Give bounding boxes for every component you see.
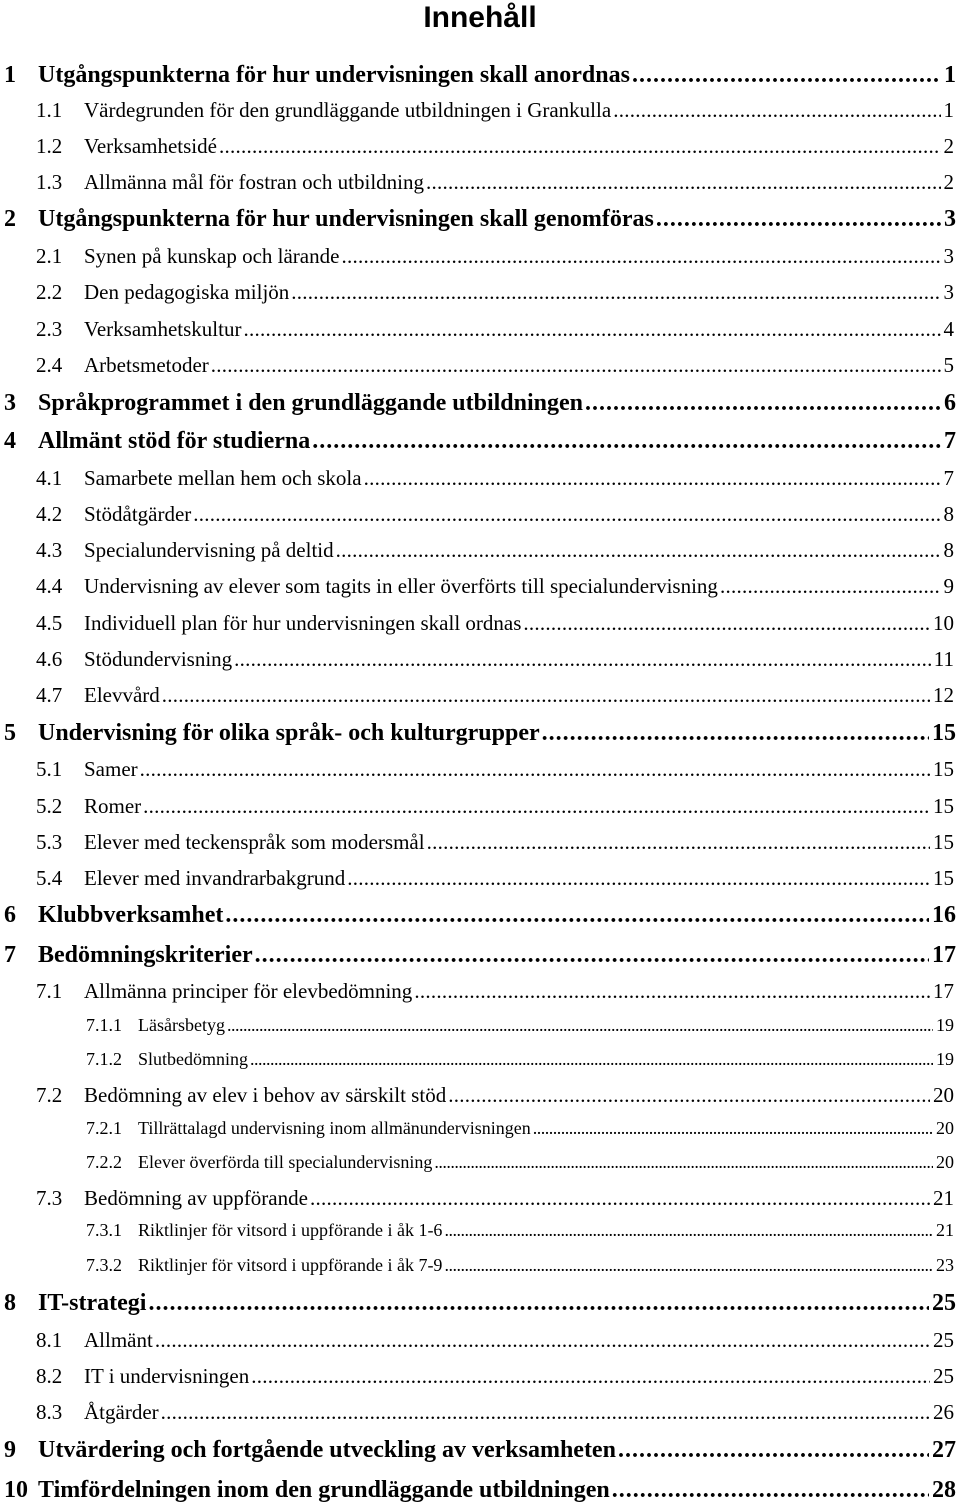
toc-entry-title: Individuell plan för hur undervisningen skall ordnas: [84, 611, 522, 635]
toc-entry-level-1[interactable]: [0, 62, 960, 94]
toc-entry-number: 5.3: [36, 830, 63, 854]
toc-entry-level-1[interactable]: [0, 720, 960, 752]
toc-entry-number: 7.2: [36, 1083, 63, 1107]
toc-entry-title: Elever överförda till specialundervisning: [138, 1152, 433, 1172]
toc-entry-page-number: 16: [932, 902, 956, 928]
toc-entry-page-number: 2: [943, 170, 954, 194]
toc-entry-title: Verksamhetskultur: [84, 317, 242, 341]
toc-entry-number: 7.2.1: [86, 1118, 122, 1138]
toc-entry-number: 4.2: [36, 502, 63, 526]
toc-dot-leader: [211, 353, 941, 378]
toc-entry-number: 1.2: [36, 134, 63, 158]
toc-entry-page-number: 3: [944, 206, 956, 232]
toc-entry-number: 7: [4, 942, 16, 968]
toc-entry-number: 7.1.2: [86, 1049, 122, 1069]
toc-entry-title: Riktlinjer för vitsord i uppförande i åk 7-9: [138, 1255, 443, 1275]
toc-entry-level-2[interactable]: [0, 866, 960, 896]
toc-entry-number: 6: [4, 902, 16, 928]
toc-entry-page-number: 17: [932, 942, 956, 968]
toc-entry-level-3[interactable]: [0, 1118, 960, 1146]
toc-entry-title: Undervisning av elever som tagits in eller överförts till specialundervisning: [84, 574, 718, 598]
toc-entry-page-number: 7: [944, 428, 956, 454]
toc-entry-page-number: 20: [936, 1152, 954, 1172]
toc-entry-page-number: 3: [943, 244, 954, 268]
toc-entry-title: Bedömning av elev i behov av särskilt stöd: [84, 1083, 447, 1107]
toc-dot-leader: [612, 1477, 929, 1504]
toc-dot-leader: [444, 1255, 933, 1276]
toc-entry-title: Allmänt stöd för studierna: [38, 428, 311, 454]
toc-entry-level-2[interactable]: [0, 353, 960, 383]
toc-entry-page-number: 23: [936, 1255, 954, 1275]
toc-entry-title: Åtgärder: [84, 1400, 159, 1424]
toc-dot-leader: [364, 466, 941, 491]
toc-dot-leader: [656, 206, 941, 233]
toc-entry-level-1[interactable]: [0, 390, 960, 422]
toc-entry-level-3[interactable]: [0, 1049, 960, 1077]
toc-entry-title: Allmänna principer för elevbedömning: [84, 979, 413, 1003]
toc-dot-leader: [434, 1152, 933, 1173]
toc-entry-page-number: 12: [933, 683, 954, 707]
toc-dot-leader: [426, 170, 940, 195]
toc-dot-leader: [336, 538, 941, 563]
toc-entry-title: IT-strategi: [38, 1290, 147, 1316]
toc-dot-leader: [225, 902, 929, 929]
toc-entry-page-number: 1: [943, 98, 954, 122]
toc-entry-title: Romer: [84, 794, 142, 818]
toc-entry-page-number: 1: [944, 62, 956, 88]
toc-entry-page-number: 3: [943, 280, 954, 304]
toc-entry-title: Utgångspunkterna för hur undervisningen skall genomföras: [38, 206, 654, 232]
toc-entry-level-1[interactable]: [0, 902, 960, 934]
toc-entry-level-2[interactable]: [0, 466, 960, 496]
toc-entry-title: Bedömning av uppförande: [84, 1186, 308, 1210]
toc-entry-page-number: 2: [943, 134, 954, 158]
toc-entry-page-number: 21: [936, 1220, 954, 1240]
toc-dot-leader: [613, 98, 940, 123]
toc-entry-number: 2.4: [36, 353, 63, 377]
toc-entry-page-number: 26: [933, 1400, 954, 1424]
toc-entry-page-number: 4: [943, 317, 954, 341]
toc-entry-level-2[interactable]: [0, 830, 960, 860]
toc-entry-level-2[interactable]: [0, 683, 960, 713]
toc-dot-leader: [234, 647, 931, 672]
toc-dot-leader: [448, 1083, 930, 1108]
toc-entry-number: 8: [4, 1290, 16, 1316]
toc-entry-title: Riktlinjer för vitsord i uppförande i åk 1-6: [138, 1220, 443, 1240]
toc-dot-leader: [310, 1186, 930, 1211]
toc-entry-title: Synen på kunskap och lärande: [84, 244, 340, 268]
toc-entry-title: Elever med teckenspråk som modersmål: [84, 830, 425, 854]
toc-entry-number: 7.3.1: [86, 1220, 122, 1240]
toc-entry-level-2[interactable]: [0, 170, 960, 200]
toc-dot-leader: [618, 1437, 929, 1464]
toc-entry-level-2[interactable]: [0, 1364, 960, 1394]
toc-dot-leader: [255, 942, 929, 969]
toc-entry-level-2[interactable]: [0, 317, 960, 347]
toc-entry-page-number: 25: [932, 1290, 956, 1316]
toc-dot-leader: [341, 244, 940, 269]
toc-entry-number: 2.3: [36, 317, 63, 341]
toc-entry-title: Allmänt: [84, 1328, 153, 1352]
toc-entry-level-2[interactable]: [0, 1186, 960, 1216]
toc-entry-title: Timfördelningen inom den grundläggande utbildningen: [38, 1477, 610, 1503]
toc-entry-title: Språkprogrammet i den grundläggande utbildningen: [38, 390, 584, 416]
toc-dot-leader: [632, 62, 941, 89]
toc-entry-number: 3: [4, 390, 16, 416]
page-title: Innehåll: [423, 1, 537, 34]
toc-entry-title: Bedömningskriterier: [38, 942, 253, 968]
toc-entry-number: 4.4: [36, 574, 63, 598]
toc-entry-number: 2: [4, 206, 16, 232]
toc-dot-leader: [291, 280, 940, 305]
toc-dot-leader: [251, 1364, 930, 1389]
toc-entry-number: 4.7: [36, 683, 63, 707]
toc-entry-page-number: 25: [933, 1364, 954, 1388]
toc-entry-title: Värdegrunden för den grundläggande utbildningen i Grankulla: [84, 98, 612, 122]
toc-entry-title: Elever med invandrarbakgrund: [84, 866, 346, 890]
toc-dot-leader: [444, 1220, 933, 1241]
toc-entry-level-2[interactable]: [0, 502, 960, 532]
toc-dot-leader: [347, 866, 930, 891]
toc-entry-level-1[interactable]: [0, 1477, 960, 1509]
toc-entry-number: 5.4: [36, 866, 63, 890]
toc-entry-page-number: 17: [933, 979, 954, 1003]
toc-dot-leader: [243, 317, 940, 342]
toc-entry-title: Allmänna mål för fostran och utbildning: [84, 170, 425, 194]
toc-entry-level-1[interactable]: [0, 1437, 960, 1469]
toc-dot-leader: [414, 979, 930, 1004]
toc-entry-page-number: 15: [932, 720, 956, 746]
toc-entry-level-2[interactable]: [0, 244, 960, 274]
toc-dot-leader: [250, 1049, 933, 1070]
toc-entry-level-2[interactable]: [0, 280, 960, 310]
toc-entry-number: 4: [4, 428, 16, 454]
toc-dot-leader: [533, 1118, 933, 1139]
toc-entry-title: Den pedagogiska miljön: [84, 280, 290, 304]
toc-dot-leader: [542, 720, 929, 747]
toc-entry-level-2[interactable]: [0, 979, 960, 1009]
toc-entry-level-2[interactable]: [0, 134, 960, 164]
toc-dot-leader: [585, 390, 941, 417]
toc-dot-leader: [219, 134, 941, 159]
toc-dot-leader: [143, 794, 930, 819]
toc-entry-number: 1: [4, 62, 16, 88]
toc-dot-leader: [427, 830, 930, 855]
toc-entry-level-3[interactable]: [0, 1220, 960, 1248]
toc-entry-number: 4.6: [36, 647, 63, 671]
toc-entry-page-number: 20: [936, 1118, 954, 1138]
toc-dot-leader: [312, 428, 941, 455]
toc-entry-number: 8.3: [36, 1400, 63, 1424]
toc-entry-level-3[interactable]: [0, 1255, 960, 1283]
toc-entry-page-number: 15: [933, 757, 954, 781]
toc-entry-title: IT i undervisningen: [84, 1364, 250, 1388]
toc-dot-leader: [227, 1015, 933, 1036]
toc-entry-title: Undervisning för olika språk- och kulturgrupper: [38, 720, 540, 746]
toc-entry-number: 1.1: [36, 98, 63, 122]
toc-entry-level-1[interactable]: [0, 428, 960, 460]
toc-entry-number: 9: [4, 1437, 16, 1463]
toc-entry-number: 4.1: [36, 466, 63, 490]
toc-entry-title: Elevvård: [84, 683, 160, 707]
toc-entry-level-2[interactable]: [0, 1400, 960, 1430]
toc-entry-page-number: 19: [936, 1015, 954, 1035]
toc-entry-title: Klubbverksamhet: [38, 902, 224, 928]
toc-entry-level-1[interactable]: [0, 206, 960, 238]
toc-entry-number: 5.2: [36, 794, 63, 818]
toc-entry-page-number: 19: [936, 1049, 954, 1069]
toc-entry-level-2[interactable]: [0, 757, 960, 787]
toc-entry-title: Specialundervisning på deltid: [84, 538, 334, 562]
toc-entry-page-number: 6: [944, 390, 956, 416]
toc-entry-page-number: 27: [932, 1437, 956, 1463]
toc-dot-leader: [193, 502, 940, 527]
toc-entry-number: 4.5: [36, 611, 63, 635]
toc-entry-title: Stödåtgärder: [84, 502, 192, 526]
toc-entry-level-1[interactable]: [0, 942, 960, 974]
toc-entry-title: Stödundervisning: [84, 647, 233, 671]
toc-entry-page-number: 28: [932, 1477, 956, 1503]
toc-entry-title: Slutbedömning: [138, 1049, 249, 1069]
toc-entry-number: 2.1: [36, 244, 63, 268]
toc-dot-leader: [523, 611, 930, 636]
toc-entry-page-number: 15: [933, 866, 954, 890]
toc-entry-title: Samer: [84, 757, 138, 781]
toc-entry-title: Utgångspunkterna för hur undervisningen skall anordnas: [38, 62, 630, 88]
toc-entry-level-3[interactable]: [0, 1152, 960, 1180]
toc-entry-number: 1.3: [36, 170, 63, 194]
toc-entry-page-number: 15: [933, 830, 954, 854]
toc-entry-page-number: 20: [933, 1083, 954, 1107]
toc-entry-level-2[interactable]: [0, 98, 960, 128]
toc-entry-number: 2.2: [36, 280, 63, 304]
toc-entry-title: Samarbete mellan hem och skola: [84, 466, 362, 490]
toc-entry-level-2[interactable]: [0, 538, 960, 568]
toc-entry-level-2[interactable]: [0, 574, 960, 604]
toc-entry-page-number: 10: [933, 611, 954, 635]
toc-entry-number: 8.1: [36, 1328, 63, 1352]
toc-entry-level-2[interactable]: [0, 647, 960, 677]
toc-entry-title: Tillrättalagd undervisning inom allmänundervisningen: [138, 1118, 531, 1138]
toc-entry-number: 7.1.1: [86, 1015, 122, 1035]
toc-entry-level-3[interactable]: [0, 1015, 960, 1043]
toc-entry-level-2[interactable]: [0, 794, 960, 824]
toc-entry-page-number: 8: [943, 538, 954, 562]
toc-dot-leader: [140, 757, 930, 782]
toc-dot-leader: [155, 1328, 930, 1353]
toc-entry-level-2[interactable]: [0, 1328, 960, 1358]
toc-dot-leader: [162, 683, 930, 708]
toc-entry-title: Läsårsbetyg: [138, 1015, 225, 1035]
toc-entry-page-number: 21: [933, 1186, 954, 1210]
toc-dot-leader: [720, 574, 941, 599]
toc-dot-leader: [148, 1290, 929, 1317]
toc-entry-page-number: 5: [943, 353, 954, 377]
toc-entry-page-number: 9: [943, 574, 954, 598]
toc-entry-number: 7.2.2: [86, 1152, 122, 1172]
toc-entry-number: 10: [4, 1477, 28, 1503]
toc-entry-number: 7.3.2: [86, 1255, 122, 1275]
toc-entry-level-2[interactable]: [0, 1083, 960, 1113]
toc-entry-page-number: 8: [943, 502, 954, 526]
toc-entry-title: Arbetsmetoder: [84, 353, 209, 377]
toc-entry-page-number: 7: [943, 466, 954, 490]
toc-entry-page-number: 25: [933, 1328, 954, 1352]
toc-entry-level-1[interactable]: [0, 1290, 960, 1322]
toc-entry-number: 7.3: [36, 1186, 63, 1210]
toc-entry-number: 4.3: [36, 538, 63, 562]
toc-entry-number: 7.1: [36, 979, 63, 1003]
toc-entry-number: 5: [4, 720, 16, 746]
toc-entry-level-2[interactable]: [0, 611, 960, 641]
toc-entry-number: 5.1: [36, 757, 63, 781]
toc-entry-number: 8.2: [36, 1364, 63, 1388]
toc-entry-page-number: 15: [933, 794, 954, 818]
toc-entry-page-number: 11: [933, 647, 954, 671]
toc-entry-title: Verksamhetsidé: [84, 134, 217, 158]
toc-dot-leader: [161, 1400, 930, 1425]
toc-entry-title: Utvärdering och fortgående utveckling av verksamheten: [38, 1437, 616, 1463]
